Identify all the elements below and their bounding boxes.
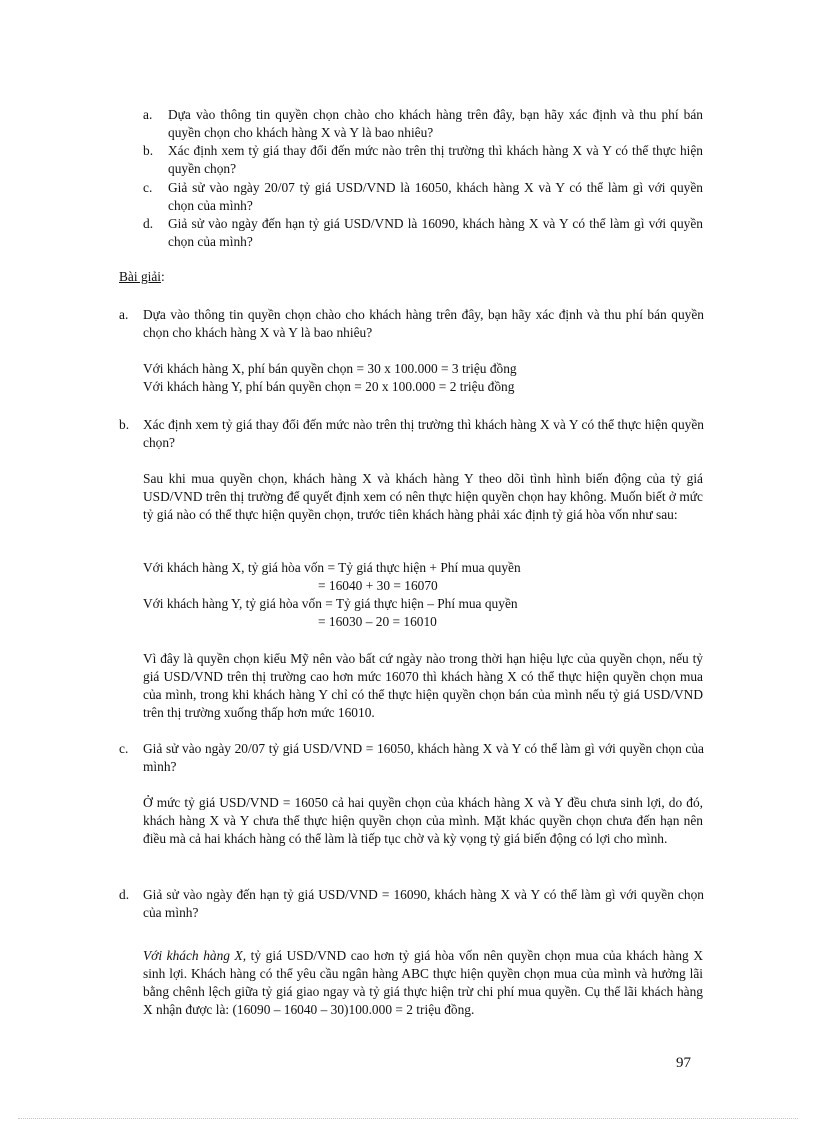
paragraph-d xyxy=(143,947,703,1019)
section-question: Xác định xem tỷ giá thay đổi đến mức nào trên thị trường thì khách hàng X và Y có thể thực hiện quyền chọn? xyxy=(143,417,704,450)
item-label: a. xyxy=(143,107,153,122)
solution-heading-text: Bài giải xyxy=(119,269,162,284)
section-label: c. xyxy=(119,741,129,756)
section-label: b. xyxy=(119,417,130,432)
solution-heading xyxy=(119,268,165,286)
paragraph-b2: Vì đây là quyền chọn kiểu Mỹ nên vào bất cứ ngày nào trong thời hạn hiệu lực của quyền chọn, nếu tỷ giá USD/VND trên thị trường cao hơn mức 16070 thì khách hàng X có thể thực hiện quyền chọn mua của mình, trong khi khách hàng Y chỉ có thể thực hiện quyền chọn bán của mình nếu tỷ giá USD/VND trên thị trường xuống thấp hơn mức 16010. xyxy=(143,651,703,720)
section-question: Giả sử vào ngày đến hạn tỷ giá USD/VND = 16090, khách hàng X và Y có thể làm gì với quyền chọn của mình? xyxy=(143,887,704,920)
item-text: Giả sử vào ngày đến hạn tỷ giá USD/VND là 16090, khách hàng X và Y có thể làm gì với quyền chọn của mình? xyxy=(168,216,703,249)
formula-x-line1: Với khách hàng X, tỷ giá hòa vốn = Tỷ giá thực hiện + Phí mua quyền xyxy=(143,560,521,575)
footer-divider xyxy=(18,1118,798,1119)
item-label: c. xyxy=(143,180,153,195)
item-label: d. xyxy=(143,216,154,231)
section-question: Giả sử vào ngày 20/07 tỷ giá USD/VND = 16050, khách hàng X và Y có thể làm gì với quyền chọn của mình? xyxy=(143,741,704,774)
paragraph-b1: Sau khi mua quyền chọn, khách hàng X và khách hàng Y theo dõi tình hình biến động của tỷ giá USD/VND trên thị trường để quyết định xem có nên thực hiện quyền chọn hay không. Muốn biết ở mức tỷ giá nào có thể thực hiện quyền chọn, trước tiên khách hàng phải xác định tỷ giá hòa vốn như sau: xyxy=(143,471,703,522)
paragraph-d-body: tỷ giá USD/VND cao hơn tỷ giá hòa vốn nên quyền chọn mua của khách hàng X sinh lợi. Khách hàng có thể yêu cầu ngân hàng ABC thực hiện quyền chọn mua của mình và hưởng lãi bằng chênh lệch giữa tỷ giá giao ngay và tỷ giá thực hiện trừ chi phí mua quyền. Cụ thể lãi khách hàng X nhận được là: (16090 – 16040 – 30)100.000 = 2 triệu đồng. xyxy=(143,948,703,1017)
formula-y-line2: = 16030 – 20 = 16010 xyxy=(318,614,437,629)
fee-line-y: Với khách hàng Y, phí bán quyền chọn = 20 x 100.000 = 2 triệu đồng xyxy=(143,379,515,394)
formula-x-line2: = 16040 + 30 = 16070 xyxy=(318,578,438,593)
section-label: d. xyxy=(119,887,130,902)
item-text: Xác định xem tỷ giá thay đổi đến mức nào trên thị trường thì khách hàng X và Y có thể thực hiện quyền chọn? xyxy=(168,143,703,176)
solution-heading-suffix: : xyxy=(161,269,165,284)
formula-y-line1: Với khách hàng Y, tỷ giá hòa vốn = Tỷ giá thực hiện – Phí mua quyền xyxy=(143,596,518,611)
section-label: a. xyxy=(119,307,129,322)
item-label: b. xyxy=(143,143,154,158)
paragraph-d-lead: Với khách hàng X, xyxy=(143,948,247,963)
item-text: Dựa vào thông tin quyền chọn chào cho khách hàng trên đây, bạn hãy xác định và thu phí bán quyền chọn cho khách hàng X và Y là bao nhiêu? xyxy=(168,107,703,140)
paragraph-c: Ở mức tỷ giá USD/VND = 16050 cả hai quyền chọn của khách hàng X và Y đều chưa sinh lợi, do đó, khách hàng X và Y chưa thể thực hiện quyền chọn của mình. Mặt khác quyền chọn chưa đến hạn nên điều mà cả hai khách hàng có thể làm là tiếp tục chờ và kỳ vọng tỷ giá biến động có lợi cho mình. xyxy=(143,795,703,846)
item-text: Giả sử vào ngày 20/07 tỷ giá USD/VND là 16050, khách hàng X và Y có thể làm gì với quyền chọn của mình? xyxy=(168,180,703,213)
fee-line-x: Với khách hàng X, phí bán quyền chọn = 30 x 100.000 = 3 triệu đồng xyxy=(143,361,517,376)
section-question: Dựa vào thông tin quyền chọn chào cho khách hàng trên đây, bạn hãy xác định và thu phí bán quyền chọn cho khách hàng X và Y là bao nhiêu? xyxy=(143,307,704,340)
page-number: 97 xyxy=(676,1055,691,1071)
